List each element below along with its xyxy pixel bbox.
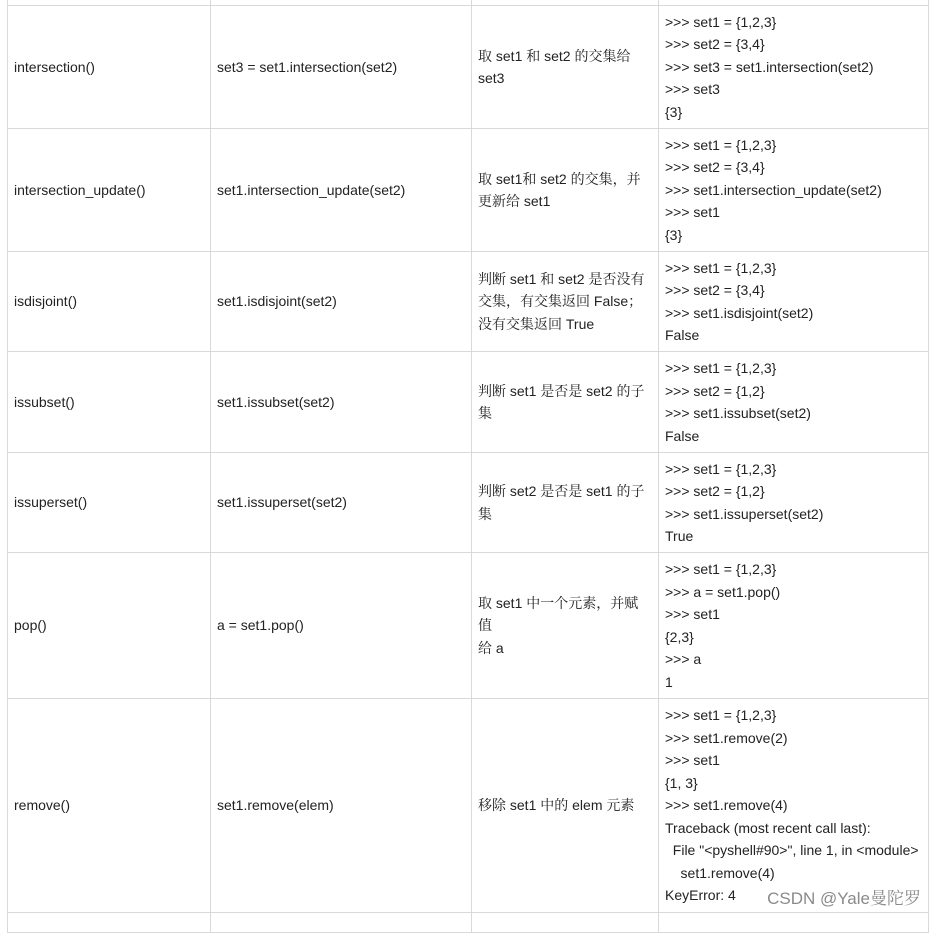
syntax-cell: set1.isdisjoint(set2) xyxy=(211,252,472,352)
example-line: >>> set1.issubset(set2) xyxy=(665,405,811,421)
description-line: 判断 set1 和 set2 是否没有 xyxy=(478,270,645,287)
example-line: >>> a xyxy=(665,651,702,667)
example-cell xyxy=(659,6,929,129)
example-line: >>> set1.issuperset(set2) xyxy=(665,505,824,522)
description-cell xyxy=(472,553,659,699)
example-line: >>> set3 xyxy=(665,81,720,98)
description-cell xyxy=(472,699,659,913)
example-line: 1 xyxy=(665,673,673,690)
example-line: >>> set1 = {1,2,3} xyxy=(665,259,777,276)
example-cell xyxy=(659,352,929,453)
table-row xyxy=(8,6,929,129)
example-line: set1.remove(4) xyxy=(665,864,775,881)
example-cell xyxy=(659,553,929,699)
description-line: 集 xyxy=(478,505,492,522)
example-line: {3} xyxy=(665,226,683,243)
syntax-cell: a = set1.pop() xyxy=(211,553,472,699)
description-line: 取 set1 中一个元素，并赋值 xyxy=(478,594,639,634)
example-line: >>> set1 = {1,2,3} xyxy=(665,460,777,477)
description-line: 取 set1和 set2 的交集，并 xyxy=(478,170,641,187)
example-cell xyxy=(659,699,929,913)
example-line: >>> set1.intersection_update(set2) xyxy=(665,181,882,198)
description-line: 给 a xyxy=(478,639,504,656)
table-row xyxy=(8,352,929,453)
example-line: {2,3} xyxy=(665,628,694,645)
table-row xyxy=(8,453,929,553)
method-cell: issuperset() xyxy=(8,453,211,553)
example-line: >>> set1 = {1,2,3} xyxy=(665,707,777,724)
example-line: >>> set1 xyxy=(665,752,720,769)
method-cell: isdisjoint() xyxy=(8,252,211,352)
description-line: 取 set1 和 set2 的交集给 xyxy=(478,47,631,64)
example-line: >>> set3 = set1.intersection(set2) xyxy=(665,58,874,75)
example-line: File "<pyshell#90>", line 1, in <module> xyxy=(665,842,919,859)
description-cell xyxy=(472,6,659,129)
example-line: >>> set1 = {1,2,3} xyxy=(665,13,777,30)
example-line: True xyxy=(665,528,694,544)
example-line: >>> set2 = {3,4} xyxy=(665,282,765,298)
example-line: KeyError: 4 xyxy=(665,887,736,904)
example-line: >>> set2 = {1,2} xyxy=(665,483,765,499)
syntax-cell: set3 = set1.intersection(set2) xyxy=(211,6,472,129)
example-line: >>> set1.isdisjoint(set2) xyxy=(665,304,814,321)
method-cell: intersection_update() xyxy=(8,129,211,252)
example-line: >>> set1 xyxy=(665,606,720,622)
example-line: >>> set1 = {1,2,3} xyxy=(665,136,777,153)
example-cell xyxy=(659,129,929,252)
example-line: {1, 3} xyxy=(665,774,698,791)
description-cell xyxy=(472,252,659,352)
example-line: False xyxy=(665,427,700,444)
example-line: >>> set2 = {3,4} xyxy=(665,159,765,176)
set-methods-table xyxy=(7,0,929,933)
example-cell xyxy=(659,453,929,553)
example-line: >>> set1 = {1,2,3} xyxy=(665,360,777,376)
description-line: set3 xyxy=(478,70,505,86)
example-line: >>> set1.remove(2) xyxy=(665,729,788,746)
description-cell xyxy=(472,129,659,252)
example-line: Traceback (most recent call last): xyxy=(665,819,871,836)
watermark: CSDN @Yale曼陀罗 xyxy=(765,884,923,909)
description-line: 没有交集返回 True xyxy=(478,315,595,332)
example-line: >>> set1 = {1,2,3} xyxy=(665,561,777,577)
example-cell xyxy=(659,252,929,352)
description-cell xyxy=(472,352,659,453)
description-line: 判断 set1 是否是 set2 的子 xyxy=(478,382,645,399)
method-cell: intersection() xyxy=(8,6,211,129)
example-line: >>> set2 = {1,2} xyxy=(665,382,765,399)
method-cell: pop() xyxy=(8,553,211,699)
example-line: >>> set2 = {3,4} xyxy=(665,36,765,53)
description-line: 交集，有交集返回 False； xyxy=(478,293,643,310)
description-line: 集 xyxy=(478,405,492,421)
example-line: >>> set1 xyxy=(665,204,720,221)
example-line: {3} xyxy=(665,103,683,120)
syntax-cell: set1.intersection_update(set2) xyxy=(211,129,472,252)
description-line: 更新给 set1 xyxy=(478,193,551,209)
table-row xyxy=(8,699,929,913)
example-line: False xyxy=(665,327,700,343)
syntax-cell: set1.issuperset(set2) xyxy=(211,453,472,553)
description-cell xyxy=(472,453,659,553)
example-line: >>> set1.remove(4) xyxy=(665,797,788,814)
method-cell: remove() xyxy=(8,699,211,913)
example-line: >>> a = set1.pop() xyxy=(665,583,781,600)
description-line: 移除 set1 中的 elem 元素 xyxy=(478,797,635,814)
method-cell: issubset() xyxy=(8,352,211,453)
table-row-partial-bottom xyxy=(8,913,929,933)
table-row xyxy=(8,553,929,699)
syntax-cell: set1.remove(elem) xyxy=(211,699,472,913)
syntax-cell: set1.issubset(set2) xyxy=(211,352,472,453)
description-line: 判断 set2 是否是 set1 的子 xyxy=(478,483,645,499)
table-row xyxy=(8,129,929,252)
table-row xyxy=(8,252,929,352)
